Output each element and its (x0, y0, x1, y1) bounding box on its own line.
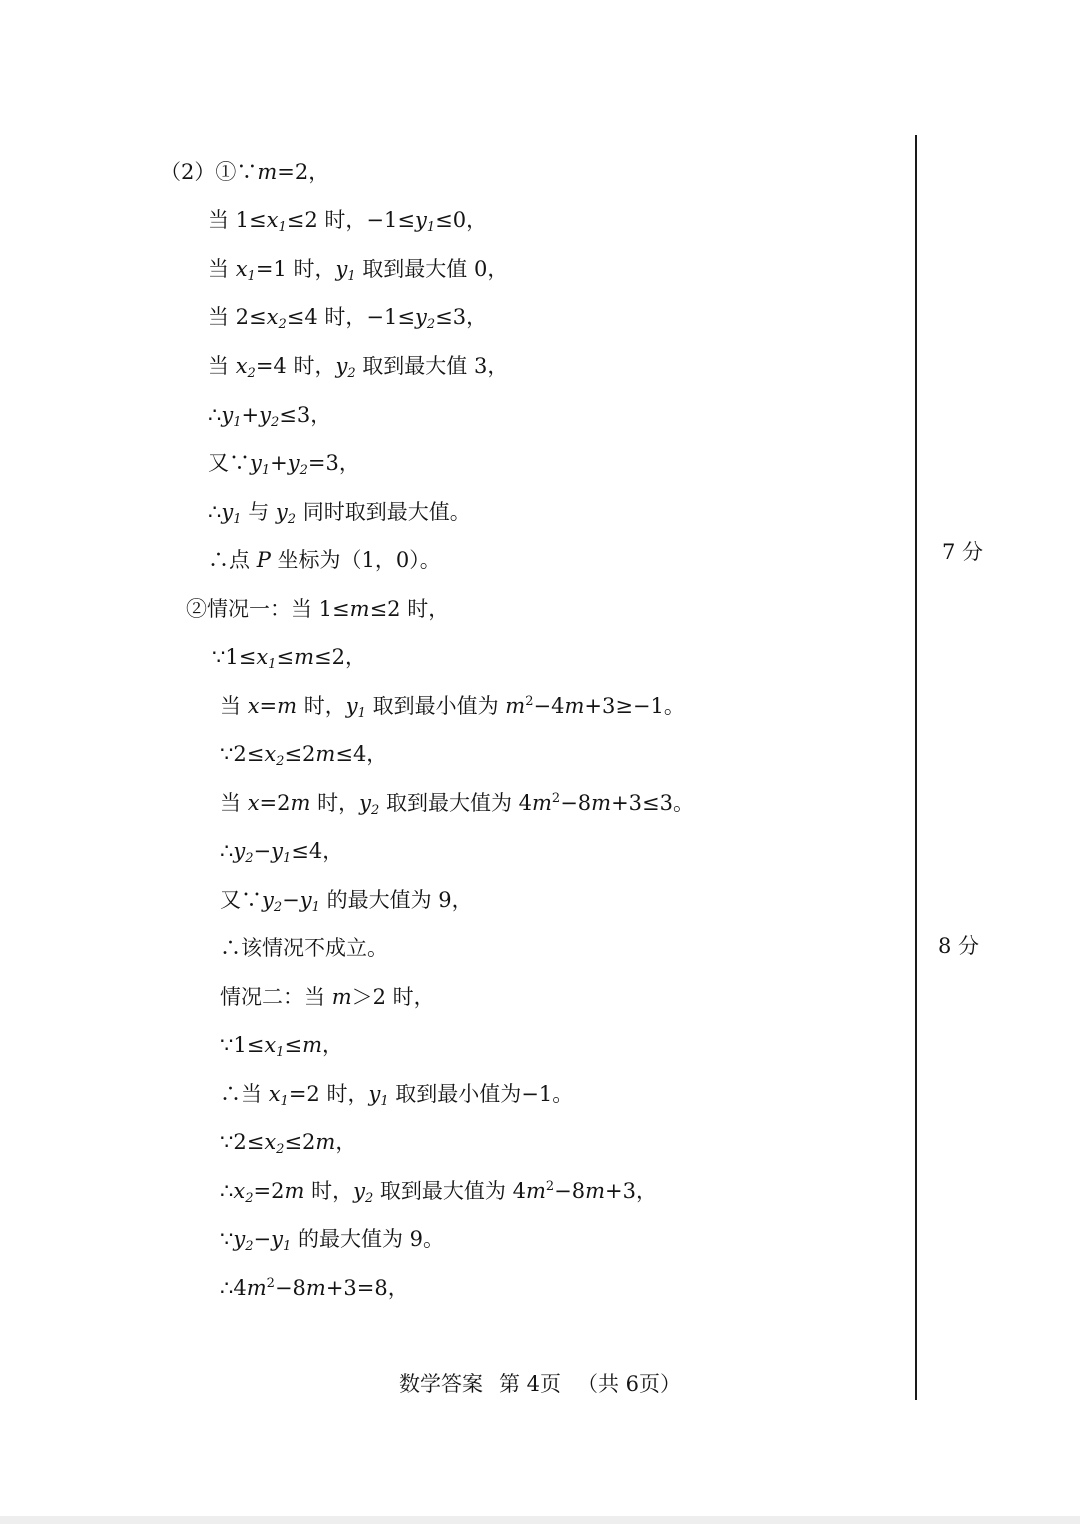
answer-line-7: 又$\because y_1+y_2=3$， (208, 451, 360, 478)
answer-line-18: 情况二：当 m＞2 时， (220, 985, 435, 1009)
answer-line-5: 当 $x_2=4$ 时，$y_2$ 取到最大值 3， (208, 354, 509, 381)
answer-line-8: $\therefore y_1$ 与 $y_2$ 同时取到最大值。 (208, 500, 471, 527)
score-column-divider (915, 135, 917, 1400)
score-7: 7 分 (942, 540, 984, 564)
answer-line-16: 又$\because y_2-y_1$ 的最大值为 9， (220, 888, 473, 915)
answer-line-13: $\because 2\le x_2\le 2m\le 4$， (220, 742, 388, 769)
answer-line-11: $\because 1\le x_1\le m\le 2$， (212, 645, 366, 672)
answer-line-9: ∴点 P 坐标为（1，0）。 (208, 548, 441, 572)
score-8: 8 分 (938, 934, 980, 958)
answer-line-19: $\because 1\le x_1\le m$， (220, 1033, 343, 1060)
answer-line-1: （2）①∵m=2， (160, 160, 330, 184)
answer-line-4: 当 $2\le x_2\le 4$ 时，$-1\le y_2\le 3$， (208, 305, 488, 332)
page-footer (0, 1370, 1080, 1398)
footer-total: （共 6页） (577, 1372, 682, 1396)
answer-line-6: $\therefore y_1+y_2\le 3$， (208, 403, 332, 430)
answer-line-23: $\because y_2-y_1$ 的最大值为 9。 (220, 1227, 445, 1254)
footer-page: 第 4页 (498, 1372, 561, 1396)
scan-bottom-edge (0, 1516, 1080, 1524)
answer-line-22: $\therefore x_2=2m$ 时，$y_2$ 取到最大值为 $4m^2-8m+3$， (220, 1179, 658, 1206)
answer-line-14: 当 x=2m 时，$y_2$ 取到最大值为 $4m^2-8m+3\le 3$。 (220, 791, 694, 818)
answer-line-3: 当 $x_1=1$ 时，$y_1$ 取到最大值 0， (208, 257, 509, 284)
answer-line-20: ∴当 $x_1=2$ 时，$y_1$ 取到最小值为−1。 (220, 1082, 574, 1109)
footer-title: 数学答案 (398, 1372, 483, 1396)
answer-line-15: $\therefore y_2-y_1\le 4$， (220, 839, 344, 866)
answer-line-12: 当 x=m 时，$y_1$ 取到最小值为 $m^2-4m+3\ge-1$。 (220, 694, 685, 721)
answer-line-24: $\therefore 4m^2-8m+3=8$， (220, 1276, 409, 1300)
answer-line-2: 当 $1\le x_1\le 2$ 时，$-1\le y_1\le 0$， (208, 208, 488, 235)
var-x1: $x_1$ (266, 208, 287, 235)
var-y1: $y_1$ (414, 208, 436, 235)
answer-line-10: ②情况一：当 1≤m≤2 时， (186, 597, 450, 621)
answer-line-21: $\because 2\le x_2\le 2m$， (220, 1130, 357, 1157)
answer-line-17: ∴该情况不成立。 (220, 936, 388, 960)
